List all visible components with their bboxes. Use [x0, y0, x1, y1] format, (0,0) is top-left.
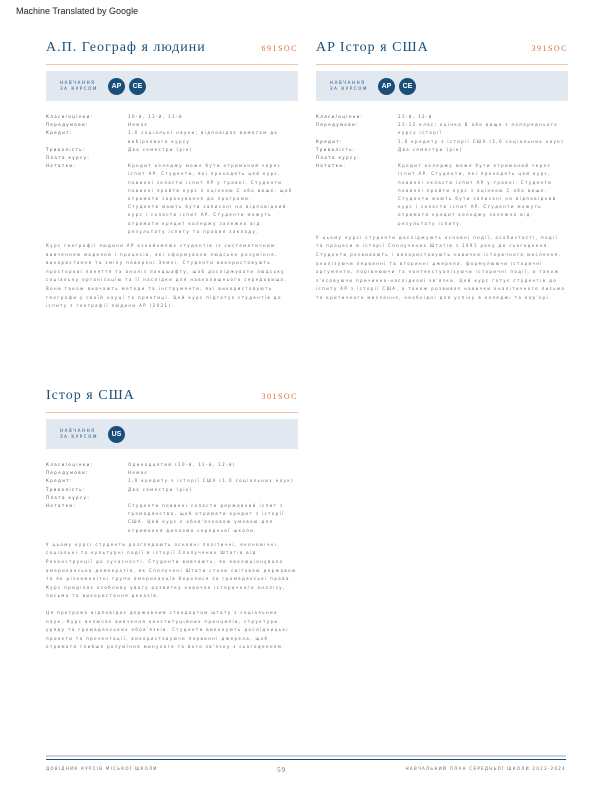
meta-val-fees [128, 494, 298, 502]
meta-key-prereq: Передумови: [316, 122, 359, 128]
footer-rule [46, 755, 566, 757]
course-meta [316, 113, 568, 228]
description-paragraph: Курс географії людини AP ознайомлює студентів із систематичним вивченням моделей і процесів, які сформували людське розуміння, використання та зміну поверхні Землі. Студенти використовують просторові поняття та аналіз ландшафту, щоб досліджувати людську соціальну організацію та її наслідки для навколишнього середовища. Вони також вивчають методи та інструменти, які використовують географи у своїй науці та практиці. Цей курс підготує студентів до іспиту з географії людини AP (2021). [46, 243, 288, 309]
meta-key-grades: Класи/оцінки: [46, 114, 94, 119]
meta-key-notes: Нотатки: [316, 163, 347, 169]
description-paragraph: У цьому курсі студенти досліджують основні події, особистості, події та процеси в історії Сполучених Штатів з 1491 року до сьогодення. Студенти розвивають і використовують навички історичного мислення, аналізуючи первинні та вторинні джерела, формулюючи історичні аргументи, порівнюючи та контекстуалізуючи історичні події, а також з'ясовуючи причинно-наслідкові зв'язки. Цей курс готує студентів до іспиту AP з історії США, а також розвиває навички аналітичного письма та критичного мислення, необхідні для успіху в коледжі та кар'єрі. [316, 234, 566, 300]
course-badge-band [316, 71, 568, 101]
meta-val-notes: Студенти повинні скласти державний іспит з громадянства, щоб отримати кредит з історії США. Цей курс є обов'язковою умовою для отримання диплома середньої школи. [128, 503, 285, 533]
meta-key-length: Тривалість: [316, 146, 356, 152]
course-title: AP Істор я США [316, 40, 429, 55]
page-number: 59 [277, 766, 287, 774]
meta-val-prereq: Немає [128, 122, 149, 128]
course-description [46, 541, 298, 652]
course-meta [46, 461, 298, 535]
footer-rule-accent [46, 759, 566, 760]
course-title: Істор я США [46, 388, 135, 403]
meta-key-fees: Плата курсу: [46, 155, 91, 161]
notes-text-2: Студенти мають бути записані на відповідний курс і скласти іспит AP. Студенти можуть отримати кредит коледжу залежно від результату іспиту та правил закладу. [128, 204, 287, 234]
meta-val-grades: 10-й, 11-й, 12-й [128, 114, 183, 119]
meta-key-credit: Кредит: [46, 130, 73, 136]
meta-key-notes: Нотатки: [46, 503, 77, 509]
meta-key-credit: Кредит: [46, 478, 73, 484]
course-header [46, 388, 298, 413]
meta-key-credit: Кредит: [316, 138, 343, 144]
meta-val-grades: 11-й, 12-й [398, 114, 433, 119]
meta-val-credit: 1,0 кредиту з історії США (1,0 соціальних наук) [398, 138, 565, 144]
meta-key-notes: Нотатки: [46, 163, 77, 169]
course-meta [46, 113, 298, 236]
college-credit-badge-icon: CE [129, 78, 146, 95]
ap-badge-icon: AP [108, 78, 125, 95]
meta-val-prereq: 11-12 клас; оцінка B або вище з попереднього курсу історії [398, 122, 559, 136]
meta-key-fees: Плата курсу: [316, 155, 361, 161]
course-description [46, 242, 298, 311]
footer-right-text: НАВЧАЛЬНИЙ ПЛАН СЕРЕДНЬОЇ ШКОЛИ 2023-2024 [405, 766, 566, 771]
course-badge-band [46, 419, 298, 449]
meta-key-grades: Класи/оцінки: [46, 462, 94, 467]
machine-translation-banner: Machine Translated by Google [16, 6, 139, 16]
meta-val-length: Два семестри (рік) [398, 146, 463, 152]
notes-text: Кредит коледжу може бути отриманий через іспит AP. Студенти, які проходять цей курс, повинні скласти іспит AP у травні. Студенти повинні пройти курс з оцінкою C або вище. [398, 163, 553, 193]
meta-key-grades: Класи/оцінки: [316, 114, 364, 119]
meta-val-credit: 1,0 кредиту з історії США (1,0 соціальних наук) [128, 478, 295, 484]
description-paragraph: Ця програма відповідає державним стандартам штату з соціальних наук. Курс включає вивчення конституційних принципів, структури уряду та громадянських обов'язків. Студенти виконують дослідницькі проекти та презентації, використовуючи первинні джерела, щоб отримати глибше розуміння минулого та його зв'язку з сьогоденням. [46, 609, 289, 650]
meta-val-prereq: Немає [128, 470, 149, 476]
meta-key-prereq: Передумови: [46, 470, 89, 476]
meta-val-notes [398, 162, 568, 228]
footer-left-text: ДОВІДНИК КУРСІВ МІСЬКОЇ ШКОЛИ [46, 766, 158, 771]
meta-val-fees [128, 154, 298, 162]
meta-key-length: Тривалість: [46, 486, 86, 492]
meta-val-length: Два семестри (рік) [128, 146, 193, 152]
course-code: 391SOC [531, 44, 568, 53]
band-label: НАВЧАННЯ ЗА КУРСОМ [60, 80, 99, 91]
course-code: 301SOC [261, 392, 298, 401]
course-block-ap-human-geography [46, 40, 298, 319]
course-block-ap-us-history [316, 40, 568, 311]
meta-val-grades: Одинадцятий (10-й, 11-й, 12-й) [128, 462, 236, 467]
college-credit-badge-icon: CE [399, 78, 416, 95]
notes-text-2: Студенти мають бути записані на відповідний курс і скласти іспит AP. Студенти можуть отримати кредит коледжу залежно від результату іспиту. [398, 196, 557, 226]
meta-val-length: Два семестри (рік) [128, 486, 193, 492]
course-header [46, 40, 298, 65]
meta-val-fees [398, 154, 568, 162]
band-label: НАВЧАННЯ ЗА КУРСОМ [60, 428, 99, 439]
meta-key-fees: Плата курсу: [46, 494, 91, 500]
course-block-us-history [46, 388, 298, 660]
us-history-badge-icon: US [108, 426, 125, 443]
meta-key-prereq: Передумови: [46, 122, 89, 128]
description-paragraph: У цьому курсі студенти розглядають основні політичні, економічні, соціальні та культурні події в історії Сполучених Штатів від Реконструкції до сучасності. Студенти вивчають, як еволюціонувала американська демократія, як Сполучені Штати стали світовою державою та як різноманітні групи американців боролися за громадянські права. Курс приділяє особливу увагу розвитку навичок історичного аналізу, письма та використання доказів. [46, 541, 297, 599]
course-header [316, 40, 568, 65]
page-footer [46, 766, 566, 774]
course-badge-band [46, 71, 298, 101]
notes-text: Кредит коледжу може бути отриманий через іспит AP. Студенти, які проходять цей курс, повинні скласти іспит AP у травні. Студенти повинні пройти курс з оцінкою C або вище, щоб отримати зарахування до програми. [128, 163, 293, 202]
course-title: A.П. Географ я людини [46, 40, 206, 55]
course-code: 691SOC [261, 44, 298, 53]
ap-badge-icon: AP [378, 78, 395, 95]
meta-val-credit: 1,0 соціальні науки; відповідає вимогам до вибіркового курсу [128, 130, 279, 144]
band-label: НАВЧАННЯ ЗА КУРСОМ [330, 80, 369, 91]
meta-val-notes [128, 162, 298, 236]
meta-key-length: Тривалість: [46, 146, 86, 152]
course-description [316, 234, 568, 303]
